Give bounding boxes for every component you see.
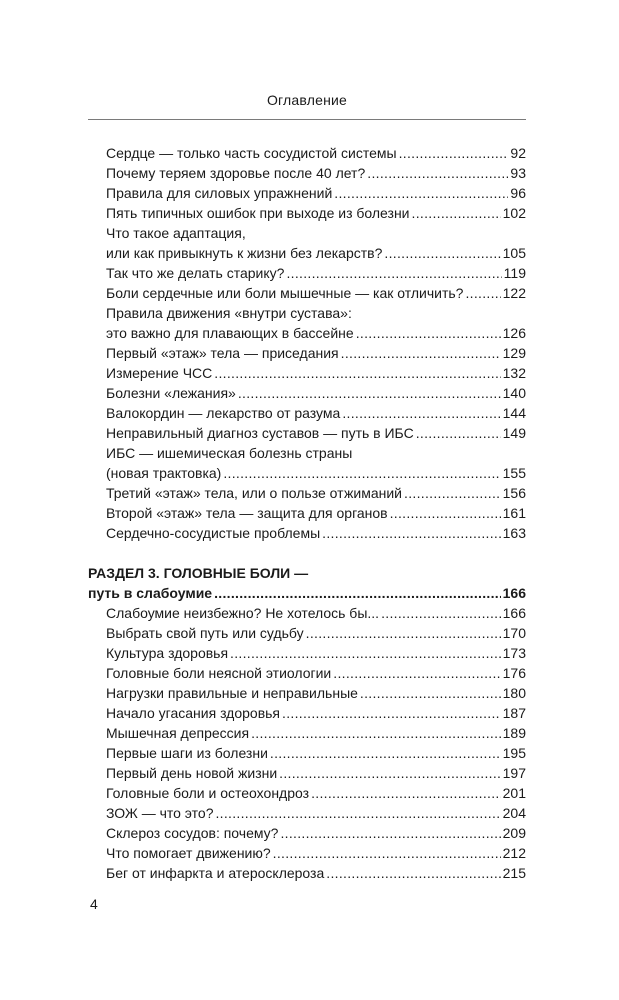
toc-entry xyxy=(88,143,526,163)
toc-entry-page: 173 xyxy=(502,645,526,661)
toc-entry-page: 197 xyxy=(502,765,526,781)
toc-entry-page: 201 xyxy=(502,785,526,801)
toc-entry xyxy=(88,323,526,343)
toc-entry-page: 212 xyxy=(502,845,526,861)
dot-leader xyxy=(230,643,501,663)
toc-entry xyxy=(88,343,526,363)
toc-entry-page: 204 xyxy=(502,805,526,821)
toc-entry xyxy=(88,723,526,743)
toc-entry-first-line: РАЗДЕЛ 3. ГОЛОВНЫЕ БОЛИ — xyxy=(88,565,309,581)
toc-entry-title: Третий «этаж» тела, или о пользе отжиманий xyxy=(106,485,402,501)
toc-entry xyxy=(88,663,526,683)
dot-leader xyxy=(273,843,501,863)
toc-entry-title: Пять типичных ошибок при выходе из болезни xyxy=(106,205,410,221)
toc-entry-page: 170 xyxy=(502,625,526,641)
toc-entry xyxy=(88,743,526,763)
toc-entry xyxy=(88,643,526,663)
toc-entry-page: 144 xyxy=(502,405,526,421)
toc-entry-page: 189 xyxy=(502,725,526,741)
toc-entry-page: 140 xyxy=(502,385,526,401)
toc-entry-title: это важно для плавающих в бассейне xyxy=(106,325,354,341)
toc-entry-title: Головные боли неясной этиологии xyxy=(106,665,332,681)
dot-leader xyxy=(367,163,508,183)
toc-entry-title: Склероз сосудов: почему? xyxy=(106,825,279,841)
dot-leader xyxy=(384,243,500,263)
toc-entry-page: 119 xyxy=(503,265,526,281)
toc-entry-title: Сердечно-сосудистые проблемы xyxy=(106,525,321,541)
toc-entry-page: 166 xyxy=(502,605,526,621)
toc-entry-title: (новая трактовка) xyxy=(106,465,222,481)
toc-entry-page: 156 xyxy=(502,485,526,501)
dot-leader xyxy=(223,463,500,483)
toc-entry-title: Головные боли и остеохондроз xyxy=(106,785,310,801)
toc-entry xyxy=(88,683,526,703)
toc-entry-title: Нагрузки правильные и неправильные xyxy=(106,685,358,701)
toc-entry-page: 122 xyxy=(502,285,526,301)
toc-entry-title: Первый «этаж» тела — приседания xyxy=(106,345,339,361)
toc-entry-title: Слабоумие неизбежно? Не хотелось бы... xyxy=(106,605,380,621)
toc-entry-first-line: Правила движения «внутри сустава»: xyxy=(106,305,352,321)
toc-entry-page: 92 xyxy=(510,145,526,161)
toc-entry-page: 195 xyxy=(502,745,526,761)
toc-entry-title: Мышечная депрессия xyxy=(106,725,250,741)
toc-entry-title: Культура здоровья xyxy=(106,645,229,661)
toc-entry-title: ЗОЖ — что это? xyxy=(106,805,214,821)
toc-entry-page: 166 xyxy=(502,585,526,601)
toc-entry xyxy=(88,483,526,503)
toc-entry-title: Боли сердечные или боли мышечные — как отличить? xyxy=(106,285,464,301)
toc-entry xyxy=(88,783,526,803)
toc-entry xyxy=(88,263,526,283)
dot-leader xyxy=(282,703,501,723)
toc-entry-page: 93 xyxy=(510,165,526,181)
dot-leader xyxy=(326,863,500,883)
page-number: 4 xyxy=(90,896,98,912)
toc-entry-page: 126 xyxy=(502,325,526,341)
toc-entry xyxy=(88,163,526,183)
toc-entry-page: 161 xyxy=(502,505,526,521)
dot-leader xyxy=(341,343,501,363)
header-divider xyxy=(88,119,526,120)
dot-leader xyxy=(306,623,501,643)
toc-entry-title: Измерение ЧСС xyxy=(106,365,213,381)
toc-entry-page: 187 xyxy=(502,705,526,721)
toc-entry xyxy=(88,803,526,823)
dot-leader xyxy=(214,583,501,603)
toc-entry-title: Бег от инфаркта и атеросклероза xyxy=(106,865,325,881)
dot-leader xyxy=(416,423,501,443)
toc-entry xyxy=(88,183,526,203)
dot-leader xyxy=(404,483,501,503)
running-header-title: Оглавление xyxy=(266,92,348,108)
toc-entry-title: путь в слабоумие xyxy=(88,585,213,601)
dot-leader xyxy=(390,503,501,523)
dot-leader xyxy=(322,523,501,543)
toc-entry-title: Второй «этаж» тела — защита для органов xyxy=(106,505,388,521)
dot-leader xyxy=(465,283,500,303)
toc-entry xyxy=(88,463,526,483)
toc-entry xyxy=(88,203,526,223)
toc-entry xyxy=(88,383,526,403)
toc-entry-title: Болезни «лежания» xyxy=(106,385,236,401)
toc-entry xyxy=(88,763,526,783)
toc-entry xyxy=(88,703,526,723)
dot-leader xyxy=(280,823,500,843)
toc-entry-page: 155 xyxy=(502,465,526,481)
toc-entry xyxy=(88,243,526,263)
toc-entry-title: Почему теряем здоровье после 40 лет? xyxy=(106,165,366,181)
toc-entry-page: 132 xyxy=(502,365,526,381)
toc-entry xyxy=(88,523,526,543)
toc-entry-page: 215 xyxy=(502,865,526,881)
dot-leader xyxy=(381,603,501,623)
dot-leader xyxy=(333,663,500,683)
toc-entry-title: Первый день новой жизни xyxy=(106,765,278,781)
toc-entry-first-line: Что такое адаптация, xyxy=(106,225,246,241)
toc-entry-page: 180 xyxy=(502,685,526,701)
table-of-contents xyxy=(88,143,526,883)
dot-leader xyxy=(215,803,500,823)
dot-leader xyxy=(286,263,501,283)
toc-entry-page: 102 xyxy=(502,205,526,221)
toc-entry-page: 209 xyxy=(502,825,526,841)
toc-entry-title: Начало угасания здоровья xyxy=(106,705,281,721)
section-gap xyxy=(88,543,526,563)
dot-leader xyxy=(279,763,500,783)
toc-entry-first-line: ИБС — ишемическая болезнь страны xyxy=(106,445,353,461)
toc-entry-title: Валокордин — лекарство от разума xyxy=(106,405,341,421)
toc-entry-page: 149 xyxy=(502,425,526,441)
dot-leader xyxy=(399,143,509,163)
toc-entry xyxy=(88,843,526,863)
toc-entry-title: Что помогает движению? xyxy=(106,845,271,861)
toc-entry xyxy=(88,823,526,843)
dot-leader xyxy=(311,783,501,803)
toc-entry-title: Неправильный диагноз суставов — путь в ИБС xyxy=(106,425,414,441)
toc-entry xyxy=(88,423,526,443)
toc-entry-title: Так что же делать старику? xyxy=(106,265,285,281)
dot-leader xyxy=(238,383,501,403)
toc-entry xyxy=(88,283,526,303)
dot-leader xyxy=(270,743,501,763)
toc-entry-page: 176 xyxy=(502,665,526,681)
toc-entry-title: Сердце — только часть сосудистой системы xyxy=(106,145,397,161)
toc-entry-title: Правила для силовых упражнений xyxy=(106,185,333,201)
dot-leader xyxy=(360,683,501,703)
dot-leader xyxy=(342,403,500,423)
dot-leader xyxy=(334,183,508,203)
toc-entry xyxy=(88,403,526,423)
toc-entry xyxy=(88,623,526,643)
dot-leader xyxy=(214,363,500,383)
dot-leader xyxy=(412,203,501,223)
toc-entry-title: Первые шаги из болезни xyxy=(106,745,268,761)
toc-entry-page: 105 xyxy=(502,245,526,261)
toc-section-entry xyxy=(88,583,526,603)
toc-entry-page: 96 xyxy=(510,185,526,201)
dot-leader xyxy=(356,323,501,343)
toc-entry-title: или как привыкнуть к жизни без лекарств? xyxy=(106,245,383,261)
toc-entry xyxy=(88,503,526,523)
toc-entry-page: 163 xyxy=(502,525,526,541)
toc-entry-page: 129 xyxy=(502,345,526,361)
toc-entry xyxy=(88,863,526,883)
toc-entry-title: Выбрать свой путь или судьбу xyxy=(106,625,304,641)
toc-entry xyxy=(88,363,526,383)
toc-entry xyxy=(88,603,526,623)
dot-leader xyxy=(251,723,501,743)
